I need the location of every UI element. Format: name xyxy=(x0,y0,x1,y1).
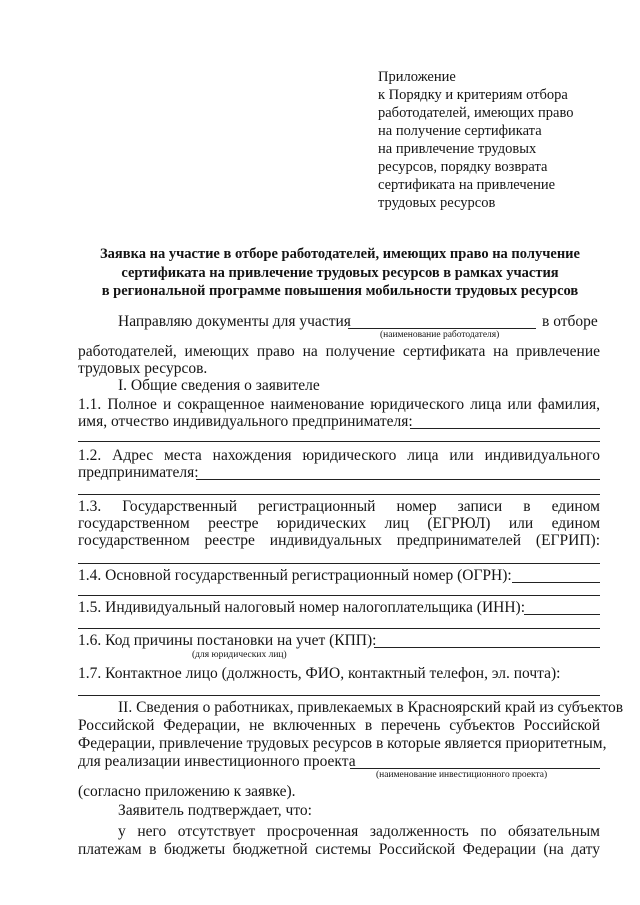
section-2-line-5: (согласно приложению к заявке). xyxy=(78,783,296,800)
inn-field-continued[interactable] xyxy=(78,628,600,629)
appendix-line: сертификата на привлечение xyxy=(378,177,556,193)
item-1-3-line-a: 1.3. Государственный регистрационный номер записи в едином xyxy=(78,498,600,515)
section-2-line-3: Федерации, привлечение трудовых ресурсов в которые является приоритетным, xyxy=(78,735,607,752)
item-1-3-line-c: государственном реестре индивидуальных предпринимателей (ЕГРИП): xyxy=(78,532,600,549)
appendix-line: на получение сертификата xyxy=(378,123,542,139)
appendix-line: работодателей, имеющих право xyxy=(378,105,574,121)
section-2-line-1: II. Сведения о работниках, привлекаемых в Красноярский край из субъектов xyxy=(118,699,624,716)
appendix-line: Приложение xyxy=(378,69,456,85)
legal-name-field[interactable] xyxy=(410,428,600,429)
item-1-6: 1.6. Код причины постановки на учет (КПП): xyxy=(78,632,377,649)
appendix-line: к Порядку и критериям отбора xyxy=(378,87,568,103)
title-line: сертификата на привлечение трудовых ресурсов в рамках участия xyxy=(121,264,559,281)
document-title xyxy=(60,245,620,301)
employer-name-caption: (наименование работодателя) xyxy=(380,330,500,340)
item-1-2-line-b: предпринимателя: xyxy=(78,464,199,481)
address-field-continued[interactable] xyxy=(78,494,600,495)
section-1-heading: I. Общие сведения о заявителе xyxy=(118,377,320,394)
contact-person-field[interactable] xyxy=(78,695,600,696)
kpp-field[interactable] xyxy=(374,647,600,648)
employer-name-field[interactable] xyxy=(348,328,536,329)
section-2-line-2: Российской Федерации, не включенных в перечень субъектов Российской xyxy=(78,717,600,734)
investment-project-caption: (наименование инвестиционного проекта) xyxy=(376,770,548,780)
item-1-3-line-b: государственном реестре юридических лиц (ЕГРЮЛ) или едином xyxy=(78,515,600,532)
confirm-line-1: Заявитель подтверждает, что: xyxy=(118,802,312,819)
item-1-1-line-b: имя, отчество индивидуального предпринимателя: xyxy=(78,413,413,430)
appendix-reference xyxy=(378,68,618,212)
item-1-4: 1.4. Основной государственный регистрационный номер (ОГРН): xyxy=(78,567,512,584)
intro-line-2: работодателей, имеющих право на получение сертификата на привлечение xyxy=(78,343,600,360)
investment-project-field[interactable] xyxy=(350,768,600,769)
title-line: в региональной программе повышения мобильности трудовых ресурсов xyxy=(101,283,579,299)
item-1-7: 1.7. Контактное лицо (должность, ФИО, контактный телефон, эл. почта): xyxy=(78,665,561,682)
section-2-line-4: для реализации инвестиционного проекта xyxy=(78,753,356,770)
item-1-1-line-a: 1.1. Полное и сокращенное наименование юридического лица или фамилия, xyxy=(78,396,600,413)
item-1-5: 1.5. Индивидуальный налоговый номер налогоплательщика (ИНН): xyxy=(78,599,525,616)
appendix-line: ресурсов, порядку возврата xyxy=(378,159,548,175)
egrul-field[interactable] xyxy=(78,563,600,564)
legal-name-field-continued[interactable] xyxy=(78,441,600,442)
intro-line-3: трудовых ресурсов. xyxy=(78,360,208,377)
confirm-line-2: у него отсутствует просроченная задолженность по обязательным xyxy=(118,823,600,840)
inn-field[interactable] xyxy=(524,614,600,615)
appendix-line: на привлечение трудовых xyxy=(378,141,537,157)
item-1-2-line-a: 1.2. Адрес места нахождения юридического лица или индивидуального xyxy=(78,447,600,464)
ogrn-field[interactable] xyxy=(512,582,600,583)
appendix-line: трудовых ресурсов xyxy=(378,195,496,211)
intro-start: Направляю документы для участия xyxy=(118,313,351,330)
confirm-line-3: платежам в бюджеты бюджетной системы Российской Федерации (на дату xyxy=(78,841,600,858)
ogrn-field-continued[interactable] xyxy=(78,595,600,596)
address-field[interactable] xyxy=(196,479,600,480)
kpp-caption: (для юридических лиц) xyxy=(192,650,287,660)
title-line: Заявка на участие в отборе работодателей, имеющих право на получение xyxy=(100,246,580,262)
intro-end: в отборе xyxy=(542,313,598,330)
